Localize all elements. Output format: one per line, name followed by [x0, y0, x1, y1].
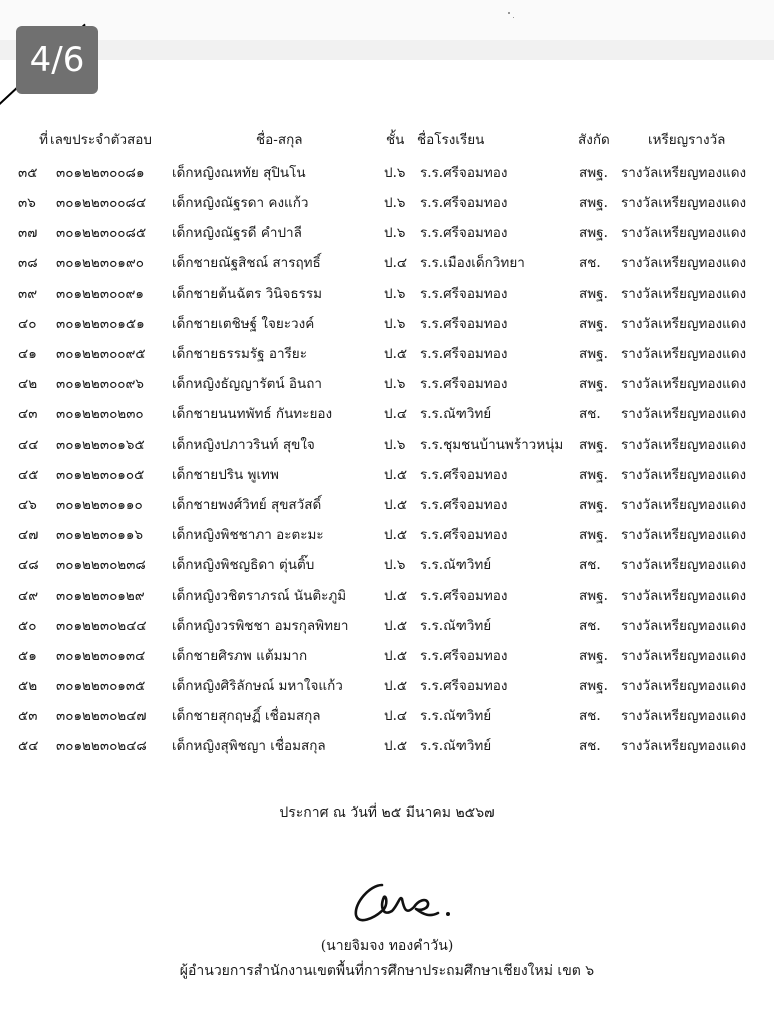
- grade-level: ป.๕: [384, 346, 408, 362]
- student-name: เด็กหญิงสุพิชญา เชื่อมสกุล: [172, 738, 326, 754]
- row-number: ๓๘: [18, 255, 38, 271]
- school-name: ร.ร.ศรีจอมทอง: [420, 497, 508, 513]
- table-row: [0, 399, 774, 429]
- affiliation: สพฐ.: [579, 346, 608, 362]
- award: รางวัลเหรียญทองแดง: [621, 195, 747, 211]
- table-row: [0, 490, 774, 520]
- paper-speck: [508, 12, 510, 14]
- grade-level: ป.๕: [384, 527, 408, 543]
- grade-level: ป.๔: [384, 406, 408, 422]
- affiliation: สพฐ.: [579, 165, 608, 181]
- row-number: ๕๑: [18, 648, 37, 664]
- row-number: ๓๗: [18, 225, 38, 241]
- header-award: เหรียญรางวัล: [648, 132, 726, 148]
- exam-id: ๓๐๑๒๒๓๐๑๖๕: [56, 437, 145, 453]
- row-number: ๔๔: [18, 437, 39, 453]
- student-name: เด็กหญิงณหทัย สุปินโน: [172, 165, 306, 181]
- exam-id: ๓๐๑๒๒๓๐๐๙๖: [56, 376, 145, 392]
- affiliation: สพฐ.: [579, 467, 608, 483]
- affiliation: สพฐ.: [579, 376, 608, 392]
- award: รางวัลเหรียญทองแดง: [621, 376, 747, 392]
- table-row: [0, 158, 774, 188]
- exam-id: ๓๐๑๒๒๓๐๑๙๐: [56, 255, 145, 271]
- award: รางวัลเหรียญทองแดง: [621, 316, 747, 332]
- school-name: ร.ร.ชุมชนบ้านพร้าวหนุ่ม: [420, 437, 564, 453]
- table-row: [0, 671, 774, 701]
- paper-speck: [513, 17, 514, 18]
- award: รางวัลเหรียญทองแดง: [621, 497, 747, 513]
- affiliation: สช.: [579, 557, 601, 573]
- school-name: ร.ร.ศรีจอมทอง: [420, 225, 508, 241]
- table-row: [0, 611, 774, 641]
- grade-level: ป.๖: [384, 316, 406, 332]
- award: รางวัลเหรียญทองแดง: [621, 708, 747, 724]
- table-row: [0, 520, 774, 550]
- row-number: ๕๐: [18, 618, 37, 634]
- school-name: ร.ร.ศรีจอมทอง: [420, 527, 508, 543]
- table-row: [0, 279, 774, 309]
- award: รางวัลเหรียญทองแดง: [621, 588, 747, 604]
- row-number: ๓๖: [18, 195, 36, 211]
- school-name: ร.ร.ศรีจอมทอง: [420, 316, 508, 332]
- award: รางวัลเหรียญทองแดง: [621, 618, 747, 634]
- row-number: ๔๐: [18, 316, 37, 332]
- exam-id: ๓๐๑๒๒๓๐๐๘๔: [56, 195, 147, 211]
- school-name: ร.ร.ศรีจอมทอง: [420, 648, 508, 664]
- grade-level: ป.๔: [384, 708, 408, 724]
- award: รางวัลเหรียญทองแดง: [621, 165, 747, 181]
- table-row: [0, 430, 774, 460]
- affiliation: สพฐ.: [579, 286, 608, 302]
- row-number: ๓๕: [18, 165, 38, 181]
- affiliation: สช.: [579, 255, 601, 271]
- signature: [330, 865, 490, 945]
- student-name: เด็กหญิงณัฐรดา คงแก้ว: [172, 195, 309, 211]
- award: รางวัลเหรียญทองแดง: [621, 467, 747, 483]
- exam-id: ๓๐๑๒๒๓๐๒๔๘: [56, 738, 147, 754]
- student-name: เด็กชายธรรมรัฐ อารียะ: [172, 346, 307, 362]
- table-row: [0, 460, 774, 490]
- table-row: [0, 731, 774, 761]
- row-number: ๓๙: [18, 286, 38, 302]
- grade-level: ป.๕: [384, 618, 408, 634]
- student-name: เด็กหญิงวชิตราภรณ์ นันติะภูมิ: [172, 588, 347, 604]
- school-name: ร.ร.ณัฑวิทย์: [420, 738, 492, 754]
- student-name: เด็กชายปริน พูเทพ: [172, 467, 279, 483]
- exam-id: ๓๐๑๒๒๓๐๑๓๕: [56, 678, 146, 694]
- row-number: ๔๘: [18, 557, 39, 573]
- student-name: เด็กชายณัฐสิชณ์ สารฤทธิ์: [172, 255, 321, 271]
- school-name: ร.ร.ณัฑวิทย์: [420, 618, 492, 634]
- exam-id: ๓๐๑๒๒๓๐๑๕๑: [56, 316, 145, 332]
- student-name: เด็กหญิงศิริลักษณ์ มหาใจแก้ว: [172, 678, 343, 694]
- row-number: ๔๙: [18, 588, 39, 604]
- grade-level: ป.๕: [384, 467, 408, 483]
- row-number: ๕๒: [18, 678, 38, 694]
- grade-level: ป.๕: [384, 678, 408, 694]
- exam-id: ๓๐๑๒๒๓๐๑๐๕: [56, 467, 145, 483]
- grade-level: ป.๔: [384, 255, 408, 271]
- affiliation: สพฐ.: [579, 588, 608, 604]
- row-number: ๔๗: [18, 527, 39, 543]
- page-edge: [0, 40, 774, 60]
- grade-level: ป.๕: [384, 648, 408, 664]
- award: รางวัลเหรียญทองแดง: [621, 648, 747, 664]
- grade-level: ป.๖: [384, 437, 406, 453]
- exam-id: ๓๐๑๒๒๓๐๒๓๐: [56, 406, 144, 422]
- exam-id: ๓๐๑๒๒๓๐๑๑๖: [56, 527, 144, 543]
- student-name: เด็กชายต้นฉัตร วินิจธรรม: [172, 286, 323, 302]
- student-name: เด็กชายศิรภพ แต้มมาก: [172, 648, 308, 664]
- grade-level: ป.๖: [384, 557, 406, 573]
- student-name: เด็กหญิงวรพิชชา อมรกุลพิทยา: [172, 618, 349, 634]
- school-name: ร.ร.ศรีจอมทอง: [420, 165, 508, 181]
- table-row: [0, 581, 774, 611]
- grade-level: ป.๖: [384, 286, 406, 302]
- exam-id: ๓๐๑๒๒๓๐๒๔๗: [56, 708, 147, 724]
- row-number: ๔๑: [18, 346, 37, 362]
- student-name: เด็กชายเตชิษฐ์ ใจยะวงค์: [172, 316, 315, 332]
- header-no: ที่: [39, 132, 48, 148]
- award: รางวัลเหรียญทองแดง: [621, 346, 747, 362]
- row-number: ๕๓: [18, 708, 38, 724]
- row-number: ๔๖: [18, 497, 37, 513]
- grade-level: ป.๖: [384, 376, 406, 392]
- table-row: [0, 641, 774, 671]
- award: รางวัลเหรียญทองแดง: [621, 527, 747, 543]
- exam-id: ๓๐๑๒๒๓๐๒๔๔: [56, 618, 147, 634]
- award: รางวัลเหรียญทองแดง: [621, 678, 747, 694]
- table-row: [0, 218, 774, 248]
- grade-level: ป.๕: [384, 497, 408, 513]
- award: รางวัลเหรียญทองแดง: [621, 557, 747, 573]
- affiliation: สพฐ.: [579, 497, 608, 513]
- signer-title: ผู้อำนวยการสำนักงานเขตพื้นที่การศึกษาประถมศึกษาเชียงใหม่ เขต ๖: [179, 963, 595, 979]
- school-name: ร.ร.เมืองเด็กวิทยา: [420, 255, 525, 271]
- table-row: [0, 550, 774, 580]
- affiliation: สช.: [579, 708, 601, 724]
- award: รางวัลเหรียญทองแดง: [621, 437, 747, 453]
- header-affiliation: สังกัด: [578, 132, 610, 148]
- row-number: ๔๕: [18, 467, 39, 483]
- grade-level: ป.๖: [384, 225, 406, 241]
- affiliation: สพฐ.: [579, 678, 608, 694]
- affiliation: สพฐ.: [579, 225, 608, 241]
- student-name: เด็กหญิงธัญญารัตน์ อินถา: [172, 376, 323, 392]
- award: รางวัลเหรียญทองแดง: [621, 286, 747, 302]
- award: รางวัลเหรียญทองแดง: [621, 738, 747, 754]
- row-number: ๔๓: [18, 406, 38, 422]
- row-number: ๕๔: [18, 738, 39, 754]
- school-name: ร.ร.ณัฑวิทย์: [420, 406, 492, 422]
- affiliation: สช.: [579, 618, 601, 634]
- grade-level: ป.๕: [384, 738, 408, 754]
- header-name: ชื่อ-สกุล: [256, 132, 303, 148]
- student-name: เด็กชายสุกฤษฏิ์ เชื่อมสกุล: [172, 708, 321, 724]
- student-name: เด็กชายพงศ์วิทย์ สุขสวัสดิ์: [172, 497, 322, 513]
- row-number: ๔๒: [18, 376, 38, 392]
- school-name: ร.ร.ณัฑวิทย์: [420, 557, 492, 573]
- award: รางวัลเหรียญทองแดง: [621, 225, 747, 241]
- affiliation: สช.: [579, 406, 601, 422]
- grade-level: ป.๖: [384, 195, 406, 211]
- student-name: เด็กหญิงปภาวรินท์ สุขใจ: [172, 437, 315, 453]
- award: รางวัลเหรียญทองแดง: [621, 406, 747, 422]
- school-name: ร.ร.ศรีจอมทอง: [420, 467, 508, 483]
- table-row: [0, 248, 774, 278]
- exam-id: ๓๐๑๒๒๓๐๑๑๐: [56, 497, 143, 513]
- student-name: เด็กหญิงพิชชาภา อะตะมะ: [172, 527, 324, 543]
- exam-id: ๓๐๑๒๒๓๐๐๘๕: [56, 225, 147, 241]
- school-name: ร.ร.ศรีจอมทอง: [420, 376, 508, 392]
- table-row: [0, 339, 774, 369]
- award: รางวัลเหรียญทองแดง: [621, 255, 747, 271]
- school-name: ร.ร.ศรีจอมทอง: [420, 195, 508, 211]
- signer-name: (นายจิมจง ทองคำวัน): [320, 938, 454, 954]
- affiliation: สพฐ.: [579, 316, 608, 332]
- school-name: ร.ร.ศรีจอมทอง: [420, 286, 508, 302]
- exam-id: ๓๐๑๒๒๓๐๑๓๔: [56, 648, 146, 664]
- table-row: [0, 701, 774, 731]
- table-row: [0, 369, 774, 399]
- school-name: ร.ร.ศรีจอมทอง: [420, 678, 508, 694]
- affiliation: สช.: [579, 738, 601, 754]
- school-name: ร.ร.ณัฑวิทย์: [420, 708, 492, 724]
- grade-level: ป.๖: [384, 165, 406, 181]
- affiliation: สพฐ.: [579, 527, 608, 543]
- announcement-date: ประกาศ ณ วันที่ ๒๕ มีนาคม ๒๕๖๗: [279, 805, 495, 821]
- table-row: [0, 188, 774, 218]
- header-school: ชื่อโรงเรียน: [417, 132, 485, 148]
- affiliation: สพฐ.: [579, 648, 608, 664]
- exam-id: ๓๐๑๒๒๓๐๒๓๘: [56, 557, 146, 573]
- grade-level: ป.๕: [384, 588, 408, 604]
- header-exam-id: เลขประจำตัวสอบ: [50, 132, 152, 148]
- school-name: ร.ร.ศรีจอมทอง: [420, 346, 508, 362]
- affiliation: สพฐ.: [579, 437, 608, 453]
- affiliation: สพฐ.: [579, 195, 608, 211]
- exam-id: ๓๐๑๒๒๓๐๐๘๑: [56, 165, 145, 181]
- header-level: ชั้น: [386, 132, 405, 148]
- exam-id: ๓๐๑๒๒๓๐๐๙๕: [56, 346, 146, 362]
- student-name: เด็กหญิงพิชญธิดา ตุ่นติ๊บ: [172, 557, 315, 573]
- student-name: เด็กชายนนทพัทธ์ กันทะยอง: [172, 406, 333, 422]
- school-name: ร.ร.ศรีจอมทอง: [420, 588, 508, 604]
- student-name: เด็กหญิงณัฐรดี คำปาลี: [172, 225, 302, 241]
- exam-id: ๓๐๑๒๒๓๐๐๙๑: [56, 286, 145, 302]
- page-indicator-badge: 4/6: [16, 26, 98, 94]
- table-row: [0, 309, 774, 339]
- exam-id: ๓๐๑๒๒๓๐๑๒๙: [56, 588, 145, 604]
